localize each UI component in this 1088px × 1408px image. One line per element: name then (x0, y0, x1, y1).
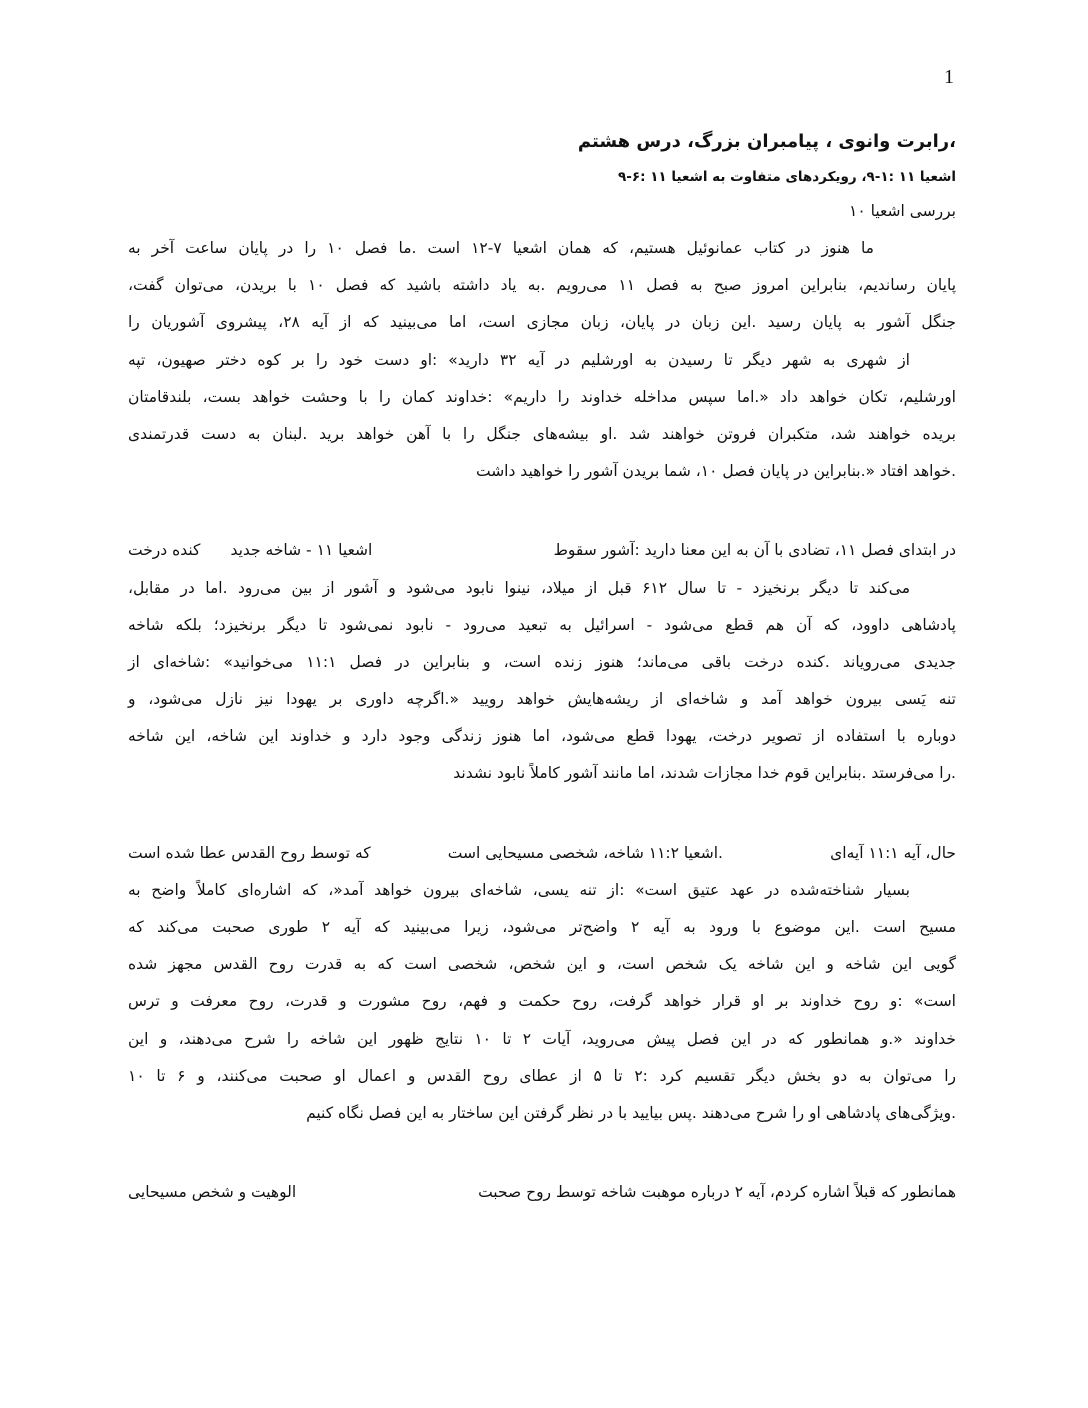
inline-heading: الوهیت و شخص مسیحایی (128, 1183, 297, 1202)
paragraph-line: .را می‌فرستد .بنابراین قوم خدا مجازات شدند، اما مانند آشور کاملاً نابود نشدند (453, 764, 956, 783)
inline-heading: .اشعیا ۱۱:۲ شاخه، شخصی مسیحایی است (447, 843, 723, 862)
section-heading: بررسی اشعیا ۱۰ (849, 202, 956, 220)
paragraph-line: تنه یَسی بیرون خواهد آمد و شاخه‌ای از ریشه‌هایش خواهد رویید «.اگرچه داوری بر یهودا نیز نازل می‌شود، و (128, 690, 956, 709)
document-body (128, 124, 956, 1211)
paragraph-line: از شهری به شهر دیگر تا رسیدن به اورشلیم در آیه ۳۲ دارید» :او دست خود را بر کوه دختر صهیون، تپه (128, 350, 910, 369)
paragraph-line (128, 532, 956, 569)
paragraph-line: بریده خواهند شد، متکبران فروتن خواهند شد .او بیشه‌های جنگل را با آهن خواهد برید .لبنان به دست قدرتمندی (128, 424, 956, 443)
paragraph-line: بسیار شناخته‌شده در عهد عتیق است» :از تنه یسی، شاخه‌ای بیرون خواهد آمد«، که اشاره‌ای کاملاً واضح به (128, 880, 910, 899)
paragraph-line: .خواهد افتاد «.بنابراین در پایان فصل ۱۰، شما بریدن آشور را خواهید داشت (475, 462, 956, 481)
paragraph-line: اورشلیم، تکان خواهد داد «.اما سپس مداخله خداوند را داریم» :خداوند کمان را با وحشت خواهد بست، بلندقامتان (128, 387, 956, 406)
paragraph-line: مسیح است .این موضوع با ورود به آیه ۲ واضح‌تر می‌شود، زیرا می‌بینید که آیه ۲ طوری صحبت می‌کند که (128, 918, 956, 936)
paragraph-2 (128, 532, 956, 792)
paragraph-line: خداوند «.و همانطور که در این فصل پیش می‌روید، آیات ۲ تا ۱۰ نتایج ظهور این شاخه را شرح می‌دهند، و این (128, 1029, 956, 1048)
paragraph-3 (128, 835, 956, 1133)
paragraph-line: را می‌توان به دو بخش دیگر تقسیم کرد :۲ تا ۵ از عطای روح القدس و اعمال او صحبت می‌کنند، و ۶ تا ۱۰ (128, 1066, 957, 1085)
paragraph-line (128, 1174, 956, 1211)
paragraph-1 (128, 230, 956, 490)
paragraph-line: جنگل آشور به پایان رسید .این زبان در پایان، زبان مجازی است، اما می‌بینید که از آیه ۲۸، پیشروی آشوریان را (128, 313, 956, 332)
line-segment: همانطور که قبلاً اشاره کردم، آیه ۲ درباره موهبت شاخه توسط روح صحبت (478, 1183, 956, 1202)
paragraph-line: می‌کند تا دیگر برنخیزد - تا سال ۶۱۲ قبل از میلاد، نینوا نابود می‌شود و آشور از بین می‌رود .اما در مقابل، (128, 578, 911, 597)
paragraph-line: دوباره با استفاده از تصویر درخت، یهودا قطع می‌شود، اما هنوز زندگی وجود دارد و خداوند این شاخه، این شاخه (128, 727, 956, 746)
paragraph-line: جدیدی می‌رویاند .کنده درخت باقی می‌ماند؛ هنوز زنده است، و بنابراین در فصل ۱۱:۱ می‌خوانید» :شاخه‌ای از (128, 652, 956, 671)
paragraph-line: .ویژگی‌های پادشاهی او را شرح می‌دهند .پس بیایید با در نظر گرفتن این ساختار به این فصل نگاه کنیم (306, 1103, 956, 1122)
inline-heading: اشعیا ۱۱ - شاخه جدید (230, 541, 373, 560)
paragraph-line (128, 835, 956, 872)
paragraph-4 (128, 1174, 956, 1211)
line-segment: حال، آیه ۱۱:۱ آیه‌ای (830, 843, 956, 862)
paragraph-line: پادشاهی داوود، که آن هم قطع می‌شود - اسرائیل به تبعید می‌رود - نابود نمی‌شود تا دیگر برنخیزد؛ بلکه شاخه (128, 615, 956, 634)
document-title: ،رابرت وانوی ، پیامبران بزرگ، درس هشتم (577, 131, 956, 152)
document-subtitle: اشعیا ۱۱ :۱-۹، رویکردهای متفاوت به اشعیا ۱۱ :۶-۹ (617, 169, 956, 185)
line-segment: که توسط روح القدس عطا شده است (128, 843, 371, 862)
line-segment: در ابتدای فصل ۱۱، تضادی با آن به این معنا دارید :آشور سقوط (553, 541, 956, 560)
page-number: 1 (944, 66, 954, 88)
paragraph-line: پایان رساندیم، بنابراین امروز صبح به فصل ۱۱ می‌رویم .به یاد داشته باشید که فصل ۱۰ با بریدن، می‌توان گفت، (128, 276, 957, 295)
paragraph-line: ما هنوز در کتاب عمانوئیل هستیم، که همان اشعیا ۷-۱۲ است .ما فصل ۱۰ را در پایان ساعت آخر به (128, 239, 874, 257)
paragraph-line: است» :و روح خداوند بر او قرار خواهد گرفت، روح حکمت و فهم، روح مشورت و قدرت، روح معرفت و ترس (128, 992, 956, 1011)
line-segment: کنده درخت (128, 541, 201, 560)
paragraph-line: گویی این شاخه و این شاخه یک شخص است، و این شخص، شخصی است که به قدرت روح القدس مجهز شده (128, 955, 956, 974)
